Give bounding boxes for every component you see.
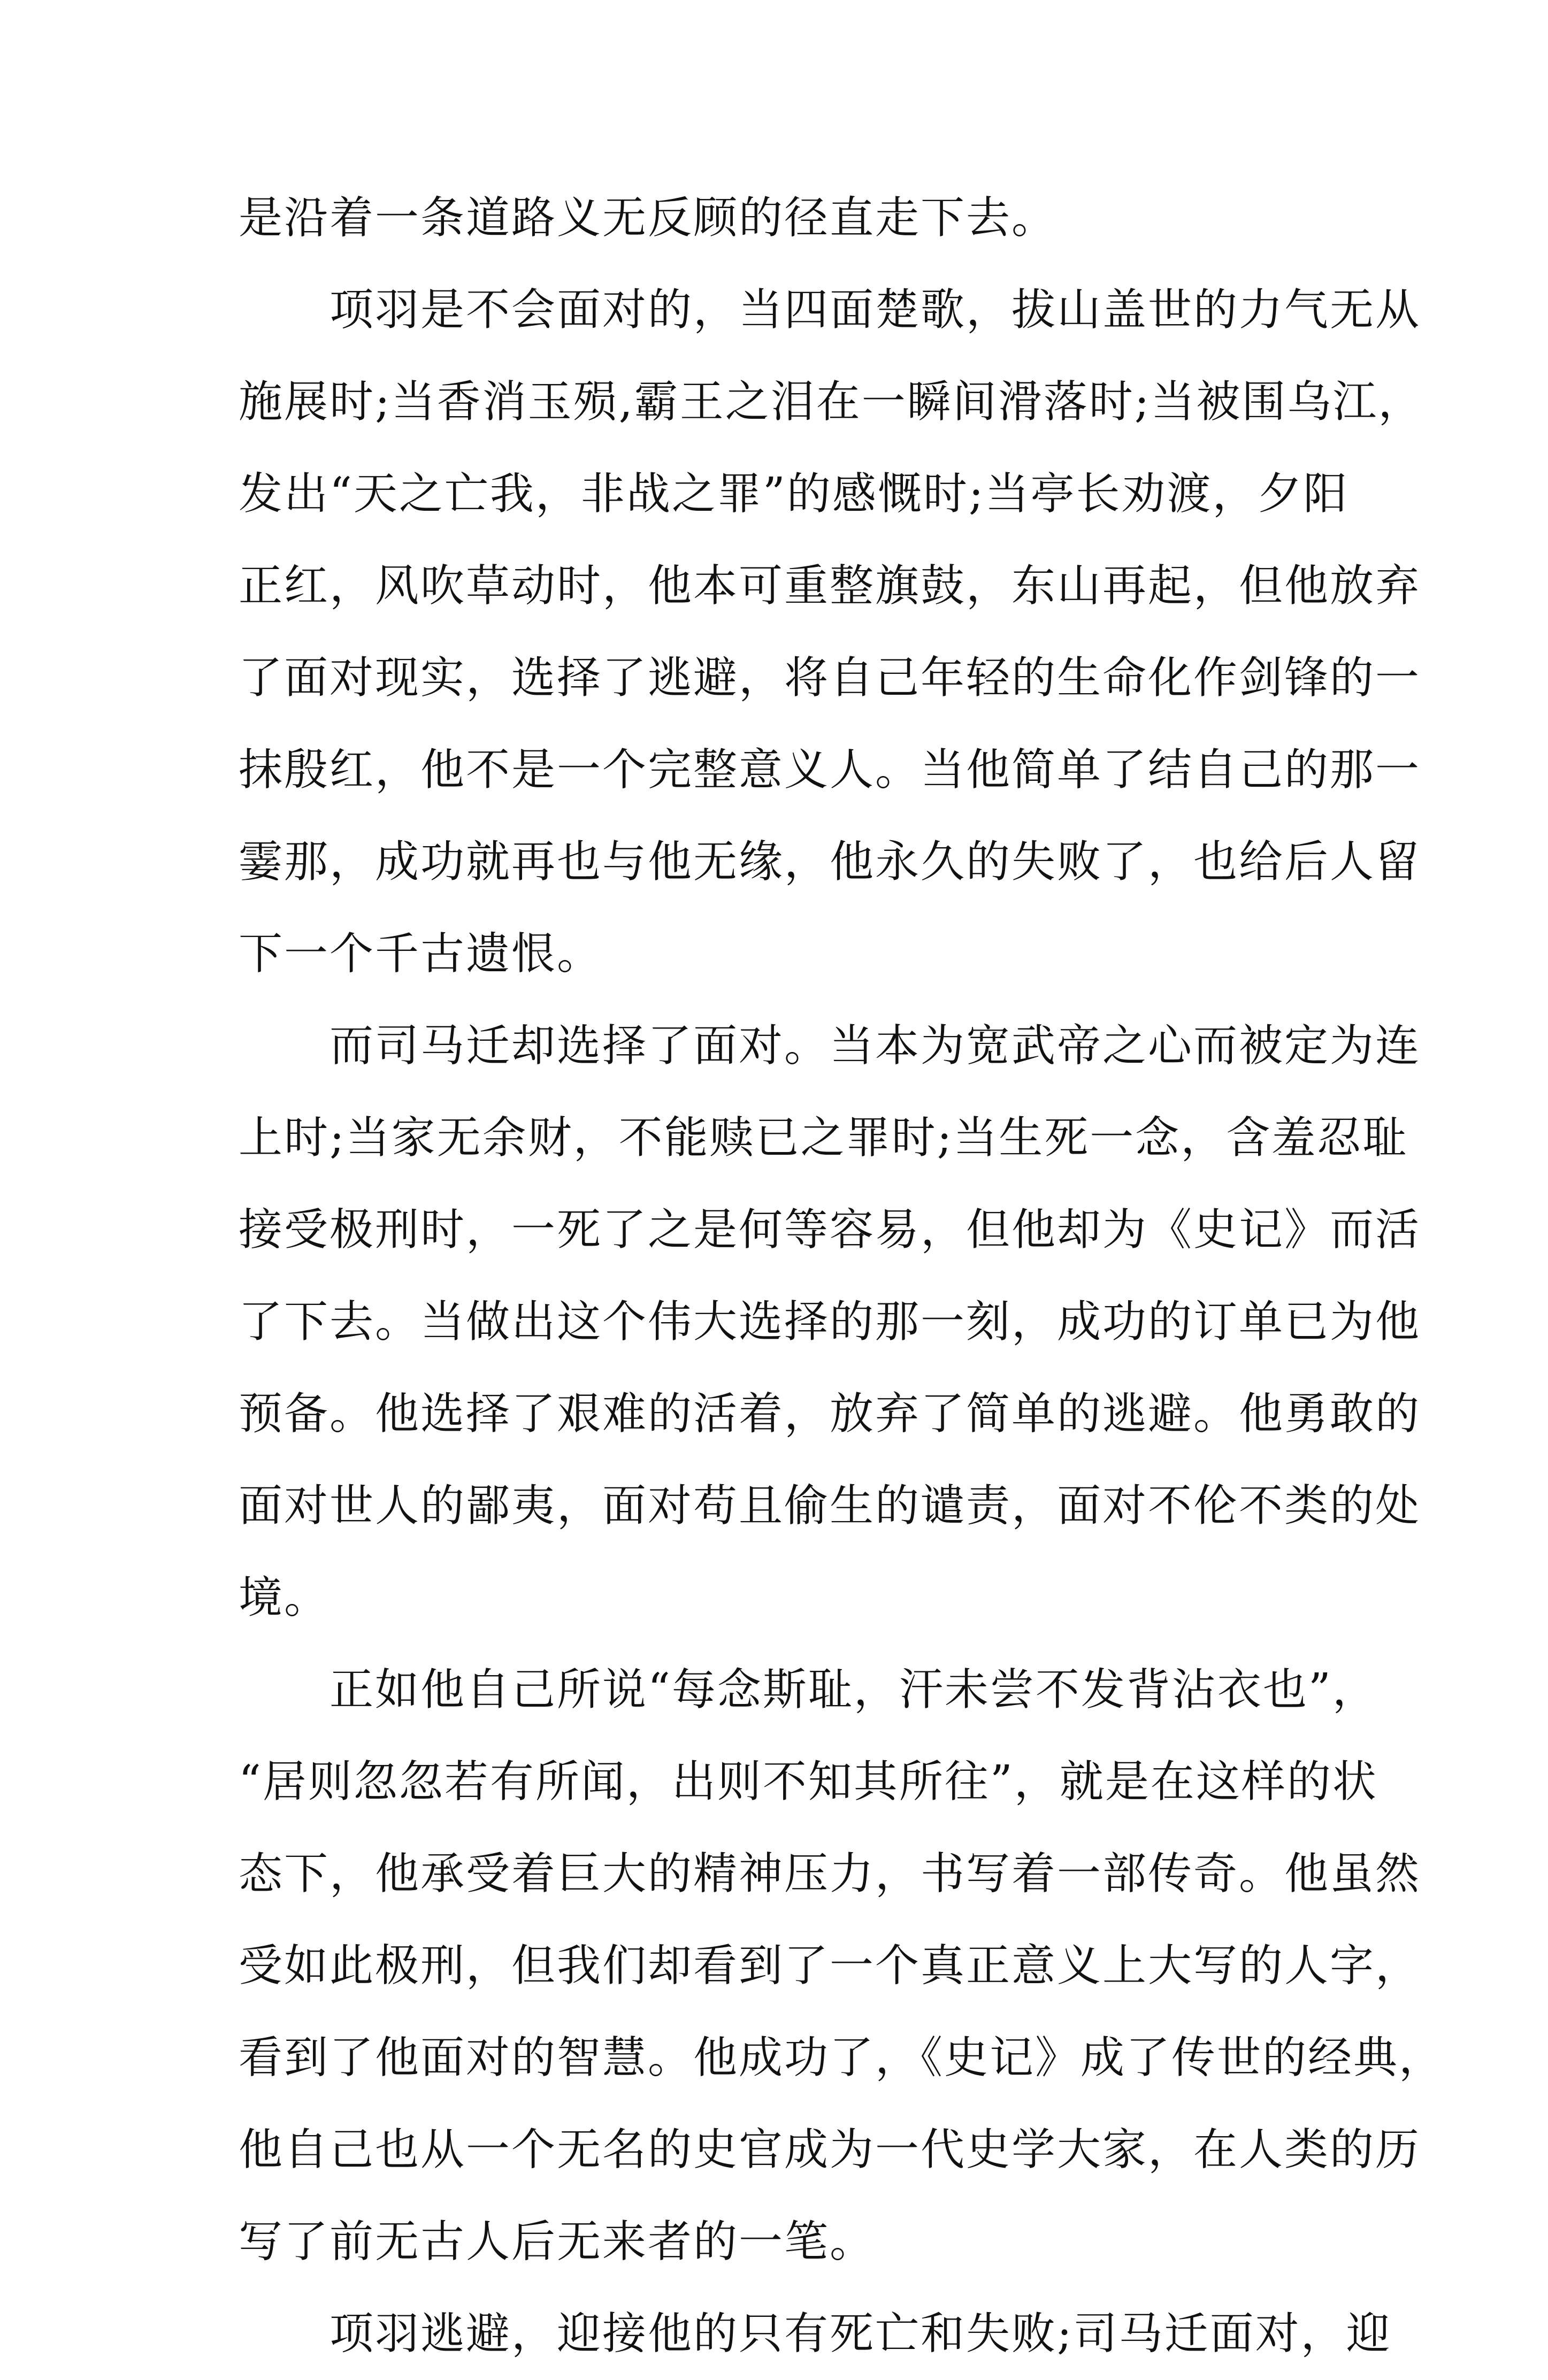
text-line: 预备。他选择了艰难的活着，放弃了简单的逃避。他勇敢的 xyxy=(239,1388,1421,1439)
text-line: 项羽是不会面对的，当四面楚歌，拔山盖世的力气无从 xyxy=(239,285,1421,335)
text-line: 项羽逃避，迎接他的只有死亡和失败;司马迁面对，迎 xyxy=(239,2308,1392,2359)
text-line: 是沿着一条道路义无反顾的径直走下去。 xyxy=(239,193,1057,243)
document-body xyxy=(239,172,1445,2380)
text-line: 发出“天之亡我，非战之罪”的感慨时;当亭长劝渡，夕阳 xyxy=(239,469,1349,519)
text-line: 态下，他承受着巨大的精神压力，书写着一部传奇。他虽然 xyxy=(239,1848,1421,1899)
text-line: 下一个千古遗恨。 xyxy=(239,928,603,979)
text-line: 霎那，成功就再也与他无缘，他永久的失败了，也给后人留 xyxy=(239,836,1421,887)
text-line: 上时;当家无余财，不能赎已之罪时;当生死一念，含羞忍耻 xyxy=(239,1112,1408,1163)
text-line: 他自己也从一个无名的史官成为一代史学大家，在人类的历 xyxy=(239,2124,1421,2175)
text-line: “居则忽忽若有所闻，出则不知其所往”，就是在这样的状 xyxy=(239,1756,1378,1807)
text-line: 正红，风吹草动时，他本可重整旗鼓，东山再起，但他放弃 xyxy=(239,561,1421,611)
text-line: 境。 xyxy=(239,1572,330,1623)
text-line: 了面对现实，选择了逃避，将自己年轻的生命化作剑锋的一 xyxy=(239,652,1421,703)
text-line: 受如此极刑，但我们却看到了一个真正意义上大写的人字， xyxy=(239,1940,1421,1991)
text-line: 而司马迁却选择了面对。当本为宽武帝之心而被定为连 xyxy=(239,1020,1421,1071)
text-line: 接受极刑时，一死了之是何等容易，但他却为《史记》而活 xyxy=(239,1204,1421,1255)
text-line: 看到了他面对的智慧。他成功了，《史记》成了传世的经典， xyxy=(239,2032,1445,2083)
text-line: 正如他自己所说“每念斯耻，汗未尝不发背沾衣也”， xyxy=(239,1664,1378,1715)
text-line: 面对世人的鄙夷，面对苟且偷生的谴责，面对不伦不类的处 xyxy=(239,1480,1421,1531)
text-line: 施展时;当香消玉殒,霸王之泪在一瞬间滑落时;当被围乌江， xyxy=(239,377,1424,427)
text-line: 了下去。当做出这个伟大选择的那一刻，成功的订单已为他 xyxy=(239,1296,1421,1347)
text-line: 写了前无古人后无来者的一笔。 xyxy=(239,2216,876,2267)
text-line: 抹殷红，他不是一个完整意义人。当他简单了结自己的那一 xyxy=(239,744,1421,795)
